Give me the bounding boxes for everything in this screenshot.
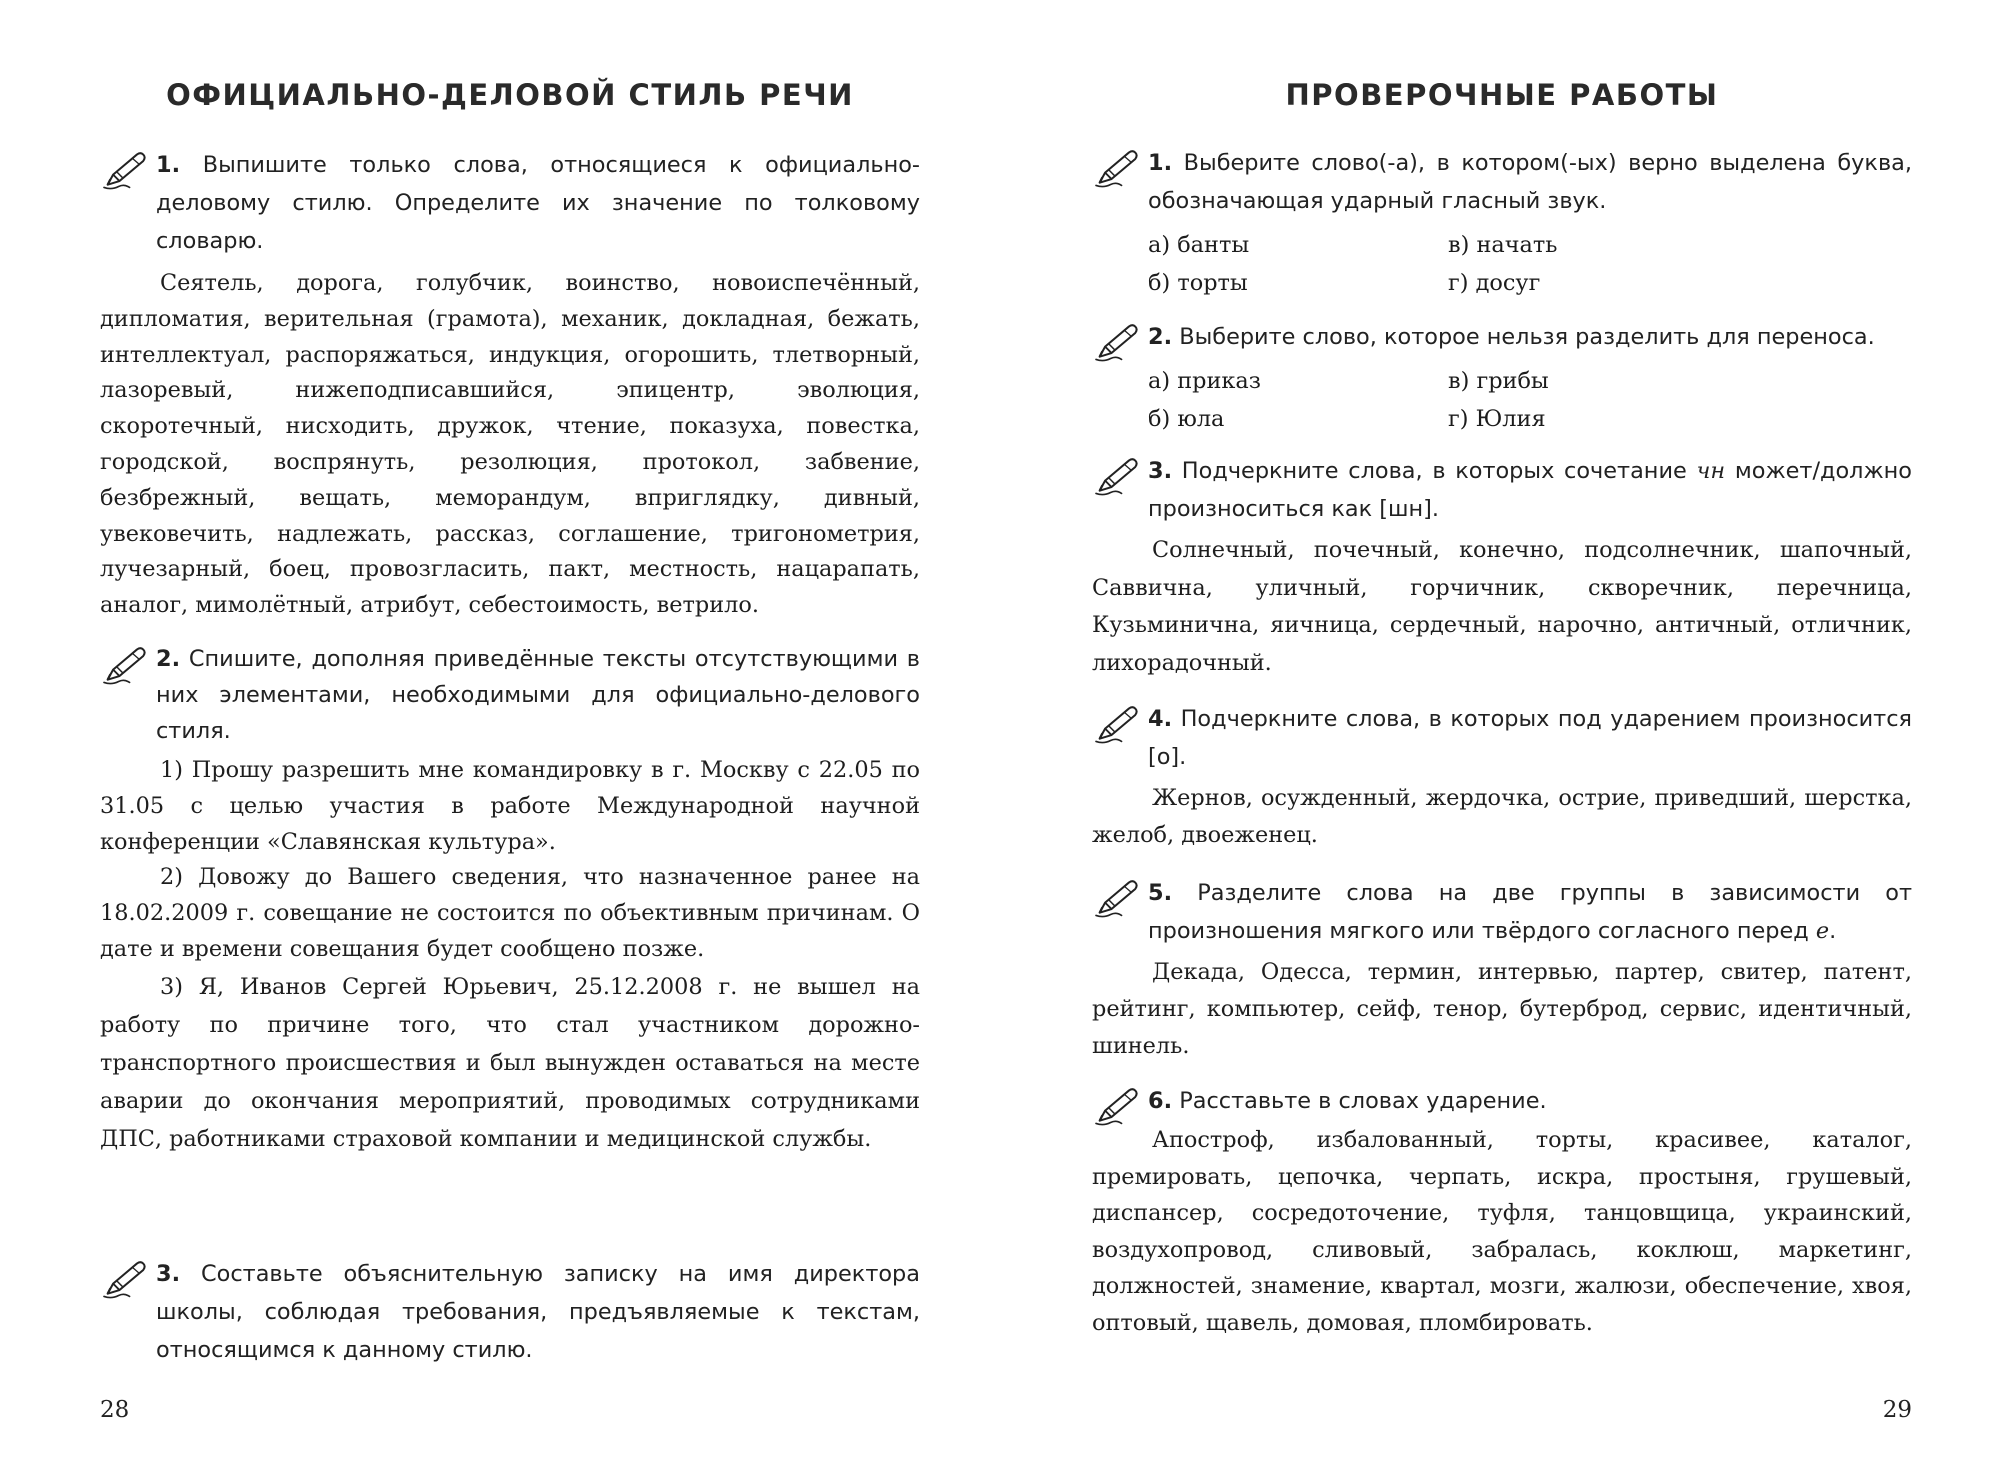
option-a: а) банты [1148, 232, 1250, 258]
task-instruction: 2. Выберите слово, которое нельзя разделить для переноса. [1148, 324, 1875, 350]
task-instruction: 5. Разделите слова на две группы в зависимости от произношения мягкого или твёрдого согласного перед е. [1148, 880, 1912, 944]
right-task-4 [1092, 700, 1912, 854]
answer-options [1148, 226, 1912, 302]
left-task-3 [100, 1255, 920, 1369]
left-page-title: ОФИЦИАЛЬНО-ДЕЛОВОЙ СТИЛЬ РЕЧИ [166, 78, 854, 112]
text-item-1: 1) Прошу разрешить мне командировку в г. Москву с 22.05 по 31.05 с целью участия в работе Международной научной конференции «Славянская культура». [100, 757, 920, 855]
right-task-3 [1092, 452, 1912, 682]
page-number-right: 29 [1882, 1397, 1912, 1423]
task-instruction: 3. Составьте объяснительную записку на имя директора школы, соблюдая требования, предъявляемые к текстам, относящимся к данному стилю. [156, 1261, 920, 1363]
right-task-1 [1092, 144, 1912, 302]
left-task-2 [100, 641, 920, 1158]
right-task-5 [1092, 874, 1912, 1065]
pen-icon [1092, 456, 1142, 498]
right-page [1092, 0, 1912, 1465]
option-v: в) грибы [1448, 368, 1549, 394]
page-number-left: 28 [100, 1397, 130, 1423]
pen-icon [100, 1259, 150, 1301]
task-instruction: 4. Подчеркните слова, в которых под ударением произносится [о]. [1148, 706, 1912, 770]
right-task-2 [1092, 318, 1912, 438]
option-b: б) юла [1148, 406, 1225, 432]
task-instruction: 2. Спишите, дополняя приведённые тексты отсутствующими в них элементами, необходимыми для официально-делового стиля. [156, 646, 920, 744]
task-instruction: 6. Расставьте в словах ударение. [1148, 1088, 1547, 1114]
pen-icon [1092, 878, 1142, 920]
word-list: Апостроф, избалованный, торты, красивее, каталог, премировать, цепочка, черпать, искра, простыня, грушевый, диспансер, сосредоточение, туфля, танцовщица, украинский, воздухопровод, сливовый, забралась, коклюш, маркетинг, должностей, знамение, квартал, мозги, жалюзи, обеспечение, хвоя, оптовый, щавель, домовая, пломбировать. [1092, 1127, 1912, 1336]
pen-icon [1092, 148, 1142, 190]
option-a: а) приказ [1148, 368, 1261, 394]
pen-icon [100, 150, 150, 192]
pen-icon [100, 645, 150, 687]
word-list: Сеятель, дорога, голубчик, воинство, новоиспечённый, дипломатия, верительная (грамота), механик, докладная, бежать, интеллектуал, распоряжаться, индукция, огорошить, тлетворный, лазоревый, нижеподписавшийся, эпицентр, эволюция, скоротечный, нисходить, дружок, чтение, показуха, повестка, городской, воспрянуть, резолюция, протокол, забвение, безбрежный, вещать, меморандум, вприглядку, дивный, увековечить, надлежать, рассказ, соглашение, тригонометрия, лучезарный, боец, провозгласить, пакт, местность, нацарапать, аналог, мимолётный, атрибут, себестоимость, ветрило. [100, 270, 920, 619]
text-item-3: 3) Я, Иванов Сергей Юрьевич, 25.12.2008 г. не вышел на работу по причине того, что стал участником дорожно-транспортного происшествия и был вынужден оставаться на месте аварии до окончания мероприятий, проводимых сотрудниками ДПС, работниками страховой компании и медицинской службы. [100, 973, 920, 1152]
answer-options [1148, 362, 1912, 438]
word-list: Жернов, осужденный, жердочка, острие, приведший, шерстка, желоб, двоеженец. [1092, 785, 1912, 848]
word-list: Солнечный, почечный, конечно, подсолнечник, шапочный, Саввична, уличный, горчичник, скворечник, перечница, Кузьминична, яичница, сердечный, нарочно, античный, отличник, лихорадочный. [1092, 537, 1912, 676]
option-g: г) Юлия [1448, 406, 1546, 432]
option-b: б) торты [1148, 270, 1248, 296]
word-list: Декада, Одесса, термин, интервью, партер, свитер, патент, рейтинг, компьютер, сейф, тенор, бутерброд, сервис, идентичный, шинель. [1092, 959, 1912, 1059]
task-instruction: 1. Выпишите только слова, относящиеся к официально-деловому стилю. Определите их значение по толковому словарю. [156, 152, 921, 254]
right-page-title: ПРОВЕРОЧНЫЕ РАБОТЫ [1285, 78, 1719, 112]
task-instruction: 1. Выберите слово(-а), в котором(-ых) верно выделена буква, обозначающая ударный гласный звук. [1148, 150, 1912, 214]
option-g: г) досуг [1448, 270, 1541, 296]
task-instruction: 3. Подчеркните слова, в которых сочетание чн может/должно произноситься как [шн]. [1148, 458, 1912, 522]
left-task-1 [100, 146, 920, 624]
left-page [100, 0, 920, 1465]
pen-icon [1092, 1086, 1142, 1128]
right-task-6 [1092, 1082, 1912, 1342]
pen-icon [1092, 704, 1142, 746]
pen-icon [1092, 322, 1142, 364]
option-v: в) начать [1448, 232, 1558, 258]
text-item-2: 2) Довожу до Вашего сведения, что назначенное ранее на 18.02.2009 г. совещание не состоится по объективным причинам. О дате и времени совещания будет сообщено позже. [100, 864, 920, 962]
